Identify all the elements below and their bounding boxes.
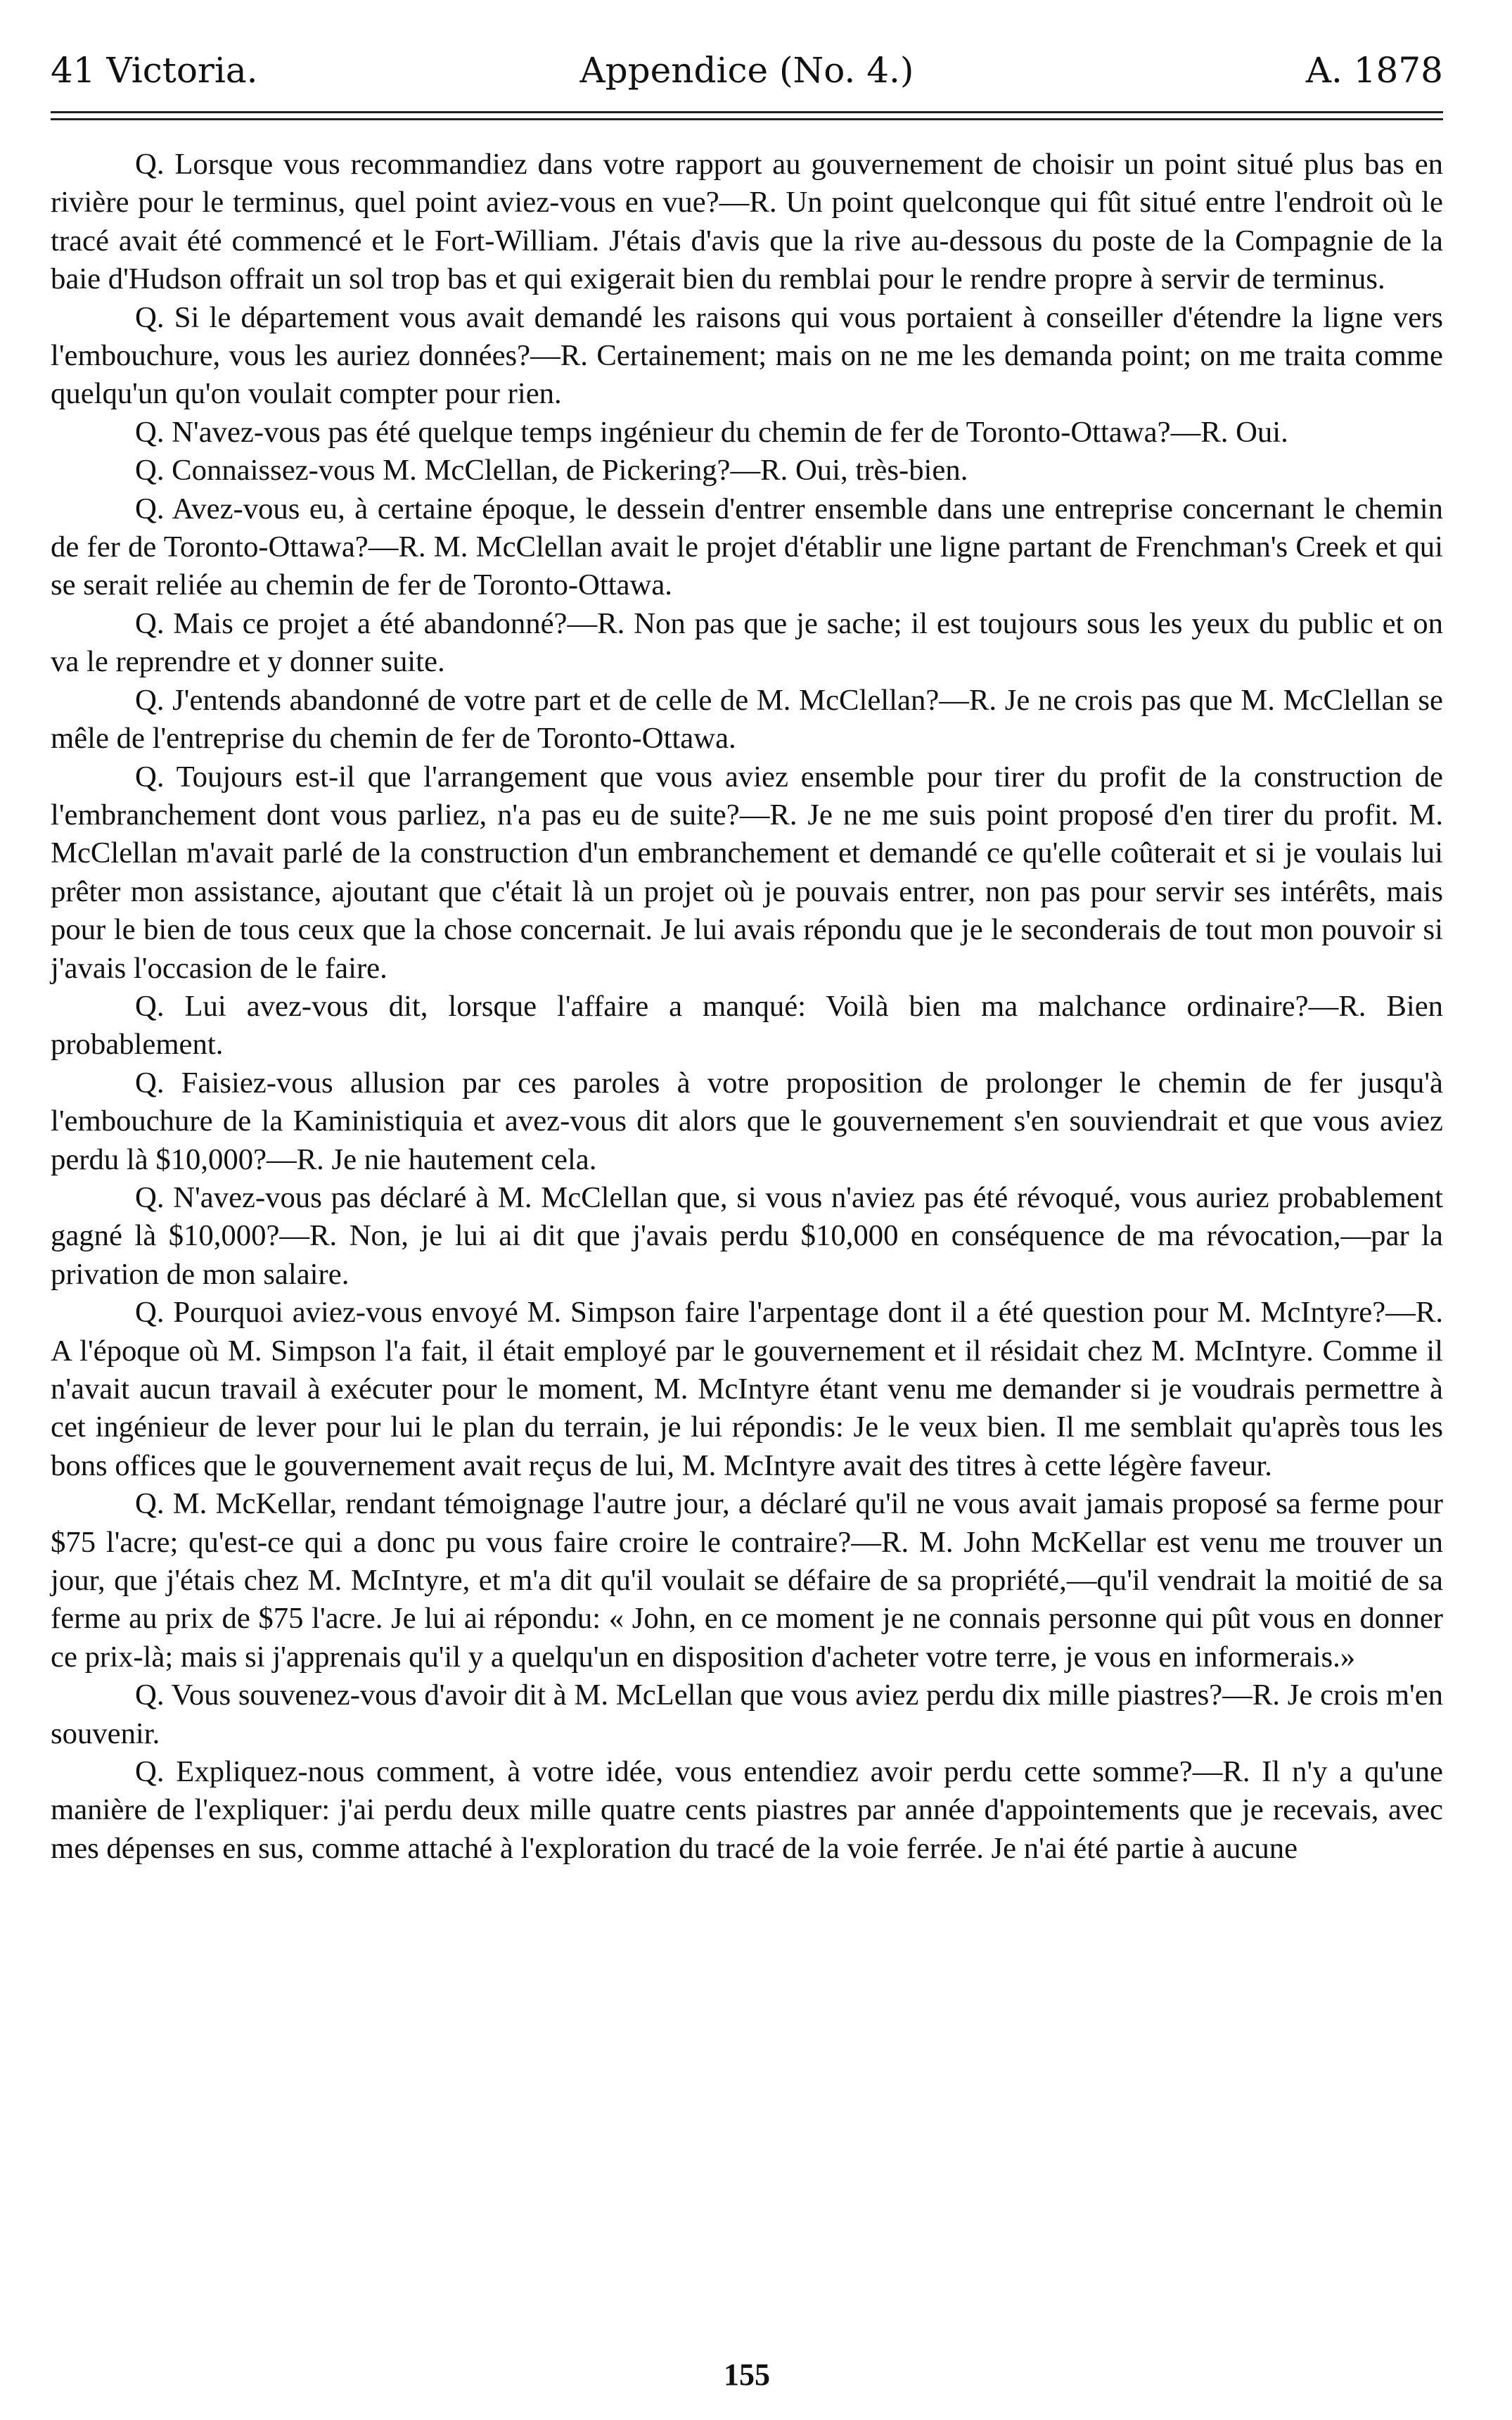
paragraph: Q. N'avez-vous pas déclaré à M. McClellan que, si vous n'aviez pas été révoqué, vous auriez probablement gagné là $10,000?—R. Non, je lui ai dit que j'avais perdu $10,000 en conséquence de ma révocation,—par la privation de mon salaire. — [51, 1180, 1443, 1291]
paragraph: Q. M. McKellar, rendant témoignage l'autre jour, a déclaré qu'il ne vous avait jamais proposé sa ferme pour $75 l'acre; qu'est-ce qui a donc pu vous faire croire le contraire?—R. M. John McKellar est venu me trouver un jour, que j'étais chez M. McIntyre, et m'a dit qu'il voulait se défaire de sa propriété,—qu'il vendrait la moitié de sa ferme au prix de $75 l'acre. Je lui ai répondu: « John, en ce moment je ne connais personne qui pût vous en donner ce prix-là; mais si j'apprenais qu'il y a quelqu'un en disposition d'acheter votre terre, je vous en informerais.» — [51, 1487, 1443, 1674]
paragraph: Q. Si le département vous avait demandé les raisons qui vous portaient à conseiller d'étendre la ligne vers l'embouchure, vous les auriez données?—R. Certainement; mais on ne me les demanda point; on me traita comme quelqu'un qu'on voulait compter pour rien. — [51, 300, 1443, 411]
paragraph: Q. Toujours est-il que l'arrangement que vous aviez ensemble pour tirer du profit de la construction de l'embranchement dont vous parliez, n'a pas eu de suite?—R. Je ne me suis point proposé d'en tirer du profit. M. McClellan m'avait parlé de la construction d'un embranchement et demandé ce qu'elle coûterait et si je voulais lui prêter mon assistance, ajoutant que c'était là un projet où je pouvais entrer, non pas pour servir ses intérêts, mais pour le bien de tous ceux que la chose concernait. Je lui avais répondu que je le seconderais de tout mon pouvoir si j'avais l'occasion de le faire. — [51, 760, 1443, 985]
paragraph: Q. Mais ce projet a été abandonné?—R. Non pas que je sache; il est toujours sous les yeux du public et on va le reprendre et y donner suite. — [51, 606, 1443, 679]
paragraph: Q. N'avez-vous pas été quelque temps ingénieur du chemin de fer de Toronto-Ottawa?—R. Oui. — [135, 415, 1288, 449]
running-header — [51, 42, 1443, 98]
paragraph: Q. Lui avez-vous dit, lorsque l'affaire a manqué: Voilà bien ma malchance ordinaire?—R. Bien probablement. — [51, 989, 1443, 1062]
paragraph: Q. Pourquoi aviez-vous envoyé M. Simpson faire l'arpentage dont il a été question pour M. McIntyre?—R. A l'époque où M. Simpson l'a fait, il était employé par le gouvernement et il résidait chez M. McIntyre. Comme il n'avait aucun travail à exécuter pour le moment, M. McIntyre étant venu me demander si je voudrais permettre à cet ingénieur de lever pour lui le plan du terrain, je lui répondis: Je le veux bien. Il me semblait qu'après tous les bons offices que le gouvernement avait reçus de lui, M. McIntyre avait des titres à cette légère faveur. — [51, 1296, 1443, 1482]
paragraph: Q. Connaissez-vous M. McClellan, de Pickering?—R. Oui, très-bien. — [135, 454, 968, 488]
page-number: 155 — [724, 2357, 770, 2392]
header-year: A. 1878 — [1305, 50, 1443, 91]
paragraph: Q. Avez-vous eu, à certaine époque, le dessein d'entrer ensemble dans une entreprise concernant le chemin de fer de Toronto-Ottawa?—R. M. McClellan avait le projet d'établir une ligne partant de Frenchman's Creek et qui se serait reliée au chemin de fer de Toronto-Ottawa. — [51, 492, 1443, 602]
paragraph: Q. Lorsque vous recommandiez dans votre rapport au gouvernement de choisir un point situé plus bas en rivière pour le terminus, quel point aviez-vous en vue?—R. Un point quelconque qui fût situé entre l'endroit où le tracé avait été commencé et le Fort-William. J'étais d'avis que la rive au-dessous du poste de la Compagnie de la baie d'Hudson offrait un sol trop bas et qui exigerait bien du remblai pour le rendre propre à servir de terminus. — [51, 148, 1443, 296]
paragraph: Q. Faisiez-vous allusion par ces paroles à votre proposition de prolonger le chemin de fer jusqu'à l'embouchure de la Kaministiquia et avez-vous dit alors que le gouvernement s'en souviendrait et que vous aviez perdu là $10,000?—R. Je nie hautement cela. — [51, 1066, 1443, 1176]
header-double-rule — [51, 111, 1443, 120]
paragraph: Q. Expliquez-nous comment, à votre idée, vous entendiez avoir perdu cette somme?—R. Il n'y a qu'une manière de l'expliquer: j'ai perdu deux mille quatre cents piastres par année d'appointements que je recevais, avec mes dépenses en sus, comme attaché à l'exploration du tracé de la voie ferrée. Je n'ai été partie à aucune — [51, 1755, 1443, 1865]
paragraph: Q. Vous souvenez-vous d'avoir dit à M. McLellan que vous aviez perdu dix mille piastres?—R. Je crois m'en souvenir. — [51, 1679, 1443, 1750]
testimony-text — [51, 146, 1443, 1868]
document-page — [51, 42, 1443, 2406]
paragraph: Q. J'entends abandonné de votre part et de celle de M. McClellan?—R. Je ne crois pas que M. McClellan se mêle de l'entreprise du chemin de fer de Toronto-Ottawa. — [51, 683, 1443, 756]
header-appendix: Appendice (No. 4.) — [579, 50, 914, 91]
header-rule-bottom — [51, 118, 1443, 120]
header-rule-top — [51, 111, 1443, 113]
header-volume: 41 Victoria. — [51, 50, 258, 91]
